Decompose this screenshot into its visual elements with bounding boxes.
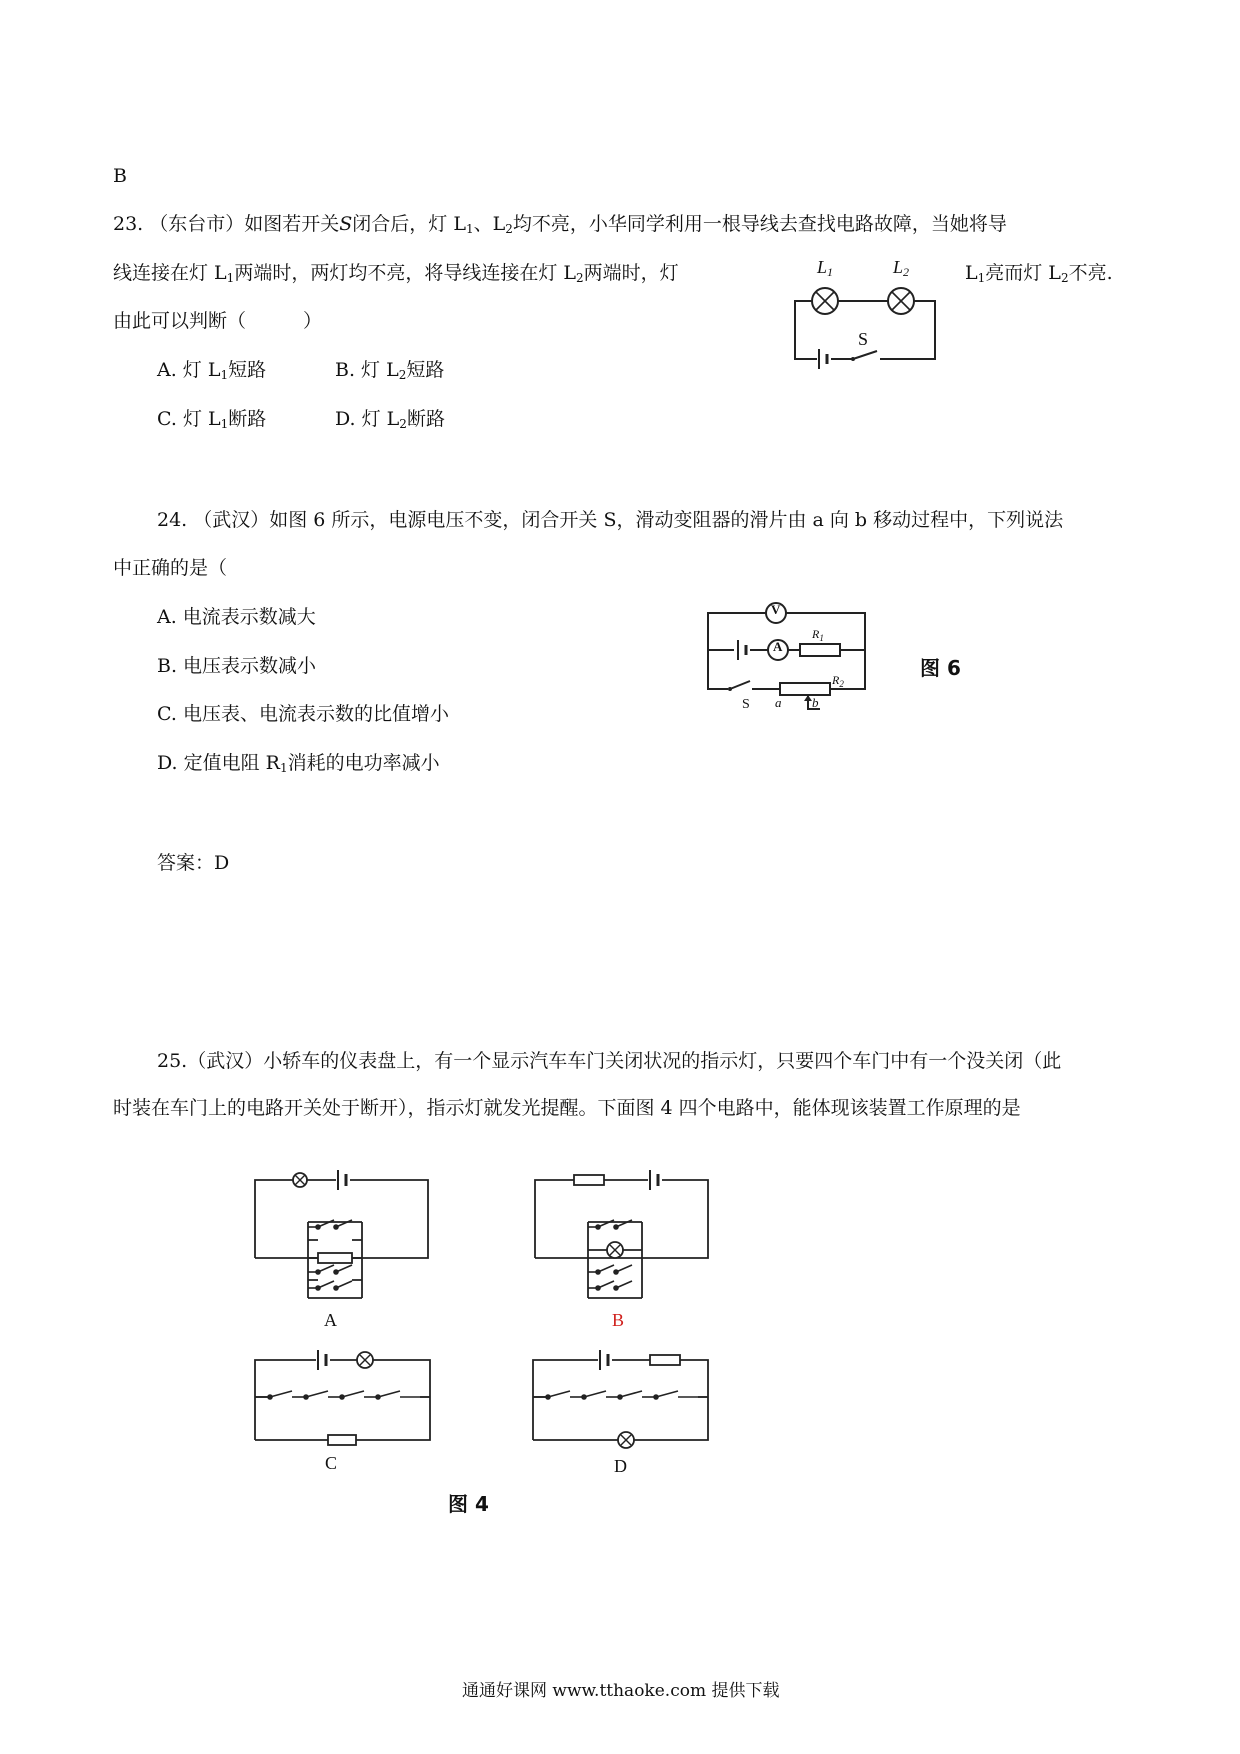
q24-answer: 答案：D xyxy=(157,852,230,874)
q23-line1: 23. （东台市）如图若开关S闭合后，灯 $L_1$、$L_2$均不亮，小华同学利用一根导线去查找电路故障，当她将导 xyxy=(113,213,1007,236)
q24-circuit-diagram xyxy=(700,602,870,715)
ammeter-label: A xyxy=(773,639,783,654)
r1-label: $R_1$ xyxy=(812,627,824,643)
q24-line2: 中正确的是（ xyxy=(113,557,228,579)
q23-switch-label: S xyxy=(858,329,869,349)
q24-option-a: A. 电流表示数减大 xyxy=(157,606,316,628)
q24-option-b: B. 电压表示数减小 xyxy=(157,655,317,677)
q23-option-a: A. 灯 $L_1$短路 xyxy=(157,359,267,382)
circuit-c-diagram xyxy=(250,1340,440,1450)
q23-line2-tail: $L_1$亮而灯 $L_2$不亮. xyxy=(965,262,1113,285)
page-footer: 通通好课网 www.tthaoke.com 提供下载 xyxy=(462,1681,780,1701)
q23-option-b: B. 灯 $L_2$短路 xyxy=(335,359,445,382)
q23-line3: 由此可以判断（ ） xyxy=(113,310,323,332)
q23-option-d: D. 灯 $L_2$断路 xyxy=(335,408,445,431)
q23-lamp2-label: $L_2$ xyxy=(893,257,910,279)
q24-option-d: D. 定值电阻 $R_1$消耗的电功率减小 xyxy=(157,752,440,775)
circuit-c-label: C xyxy=(325,1453,338,1473)
q24-line1: 24. （武汉）如图 6 所示，电源电压不变，闭合开关 S，滑动变阻器的滑片由 a 向 b 移动过程中，下列说法 xyxy=(157,509,1064,531)
voltmeter-label: V xyxy=(771,602,781,617)
circuit-b-label: B xyxy=(612,1310,625,1330)
circuit-d-label: D xyxy=(614,1456,627,1476)
circuit-a-diagram xyxy=(250,1160,440,1300)
slider-b-label: b xyxy=(812,695,819,710)
figure-4-caption: 图 4 xyxy=(448,1492,489,1516)
circuit-a-label: A xyxy=(324,1310,337,1330)
q23-lamp1-label: $L_1$ xyxy=(817,257,834,279)
q23-option-c: C. 灯 $L_1$断路 xyxy=(157,408,267,431)
q25-line2: 时装在车门上的电路开关处于断开），指示灯就发光提醒。下面图 4 四个电路中，能体现该装置工作原理的是 xyxy=(113,1097,1021,1119)
q24-switch-label: S xyxy=(742,697,750,712)
circuit-b-diagram xyxy=(530,1160,720,1300)
q25-line1: 25.（武汉）小轿车的仪表盘上，有一个显示汽车车门关闭状况的指示灯，只要四个车门中有一个没关闭（此 xyxy=(157,1050,1062,1072)
figure-6-caption: 图 6 xyxy=(920,656,961,680)
previous-answer: B xyxy=(113,165,127,187)
q23-line2: 线连接在灯 $L_1$两端时，两灯均不亮，将导线连接在灯 $L_2$两端时，灯 xyxy=(113,262,679,285)
circuit-d-diagram xyxy=(528,1340,718,1450)
q23-circuit-diagram xyxy=(785,255,945,370)
slider-a-label: a xyxy=(775,695,782,710)
q24-option-c: C. 电压表、电流表示数的比值增小 xyxy=(157,703,449,725)
r2-label: $R_2$ xyxy=(832,673,844,689)
